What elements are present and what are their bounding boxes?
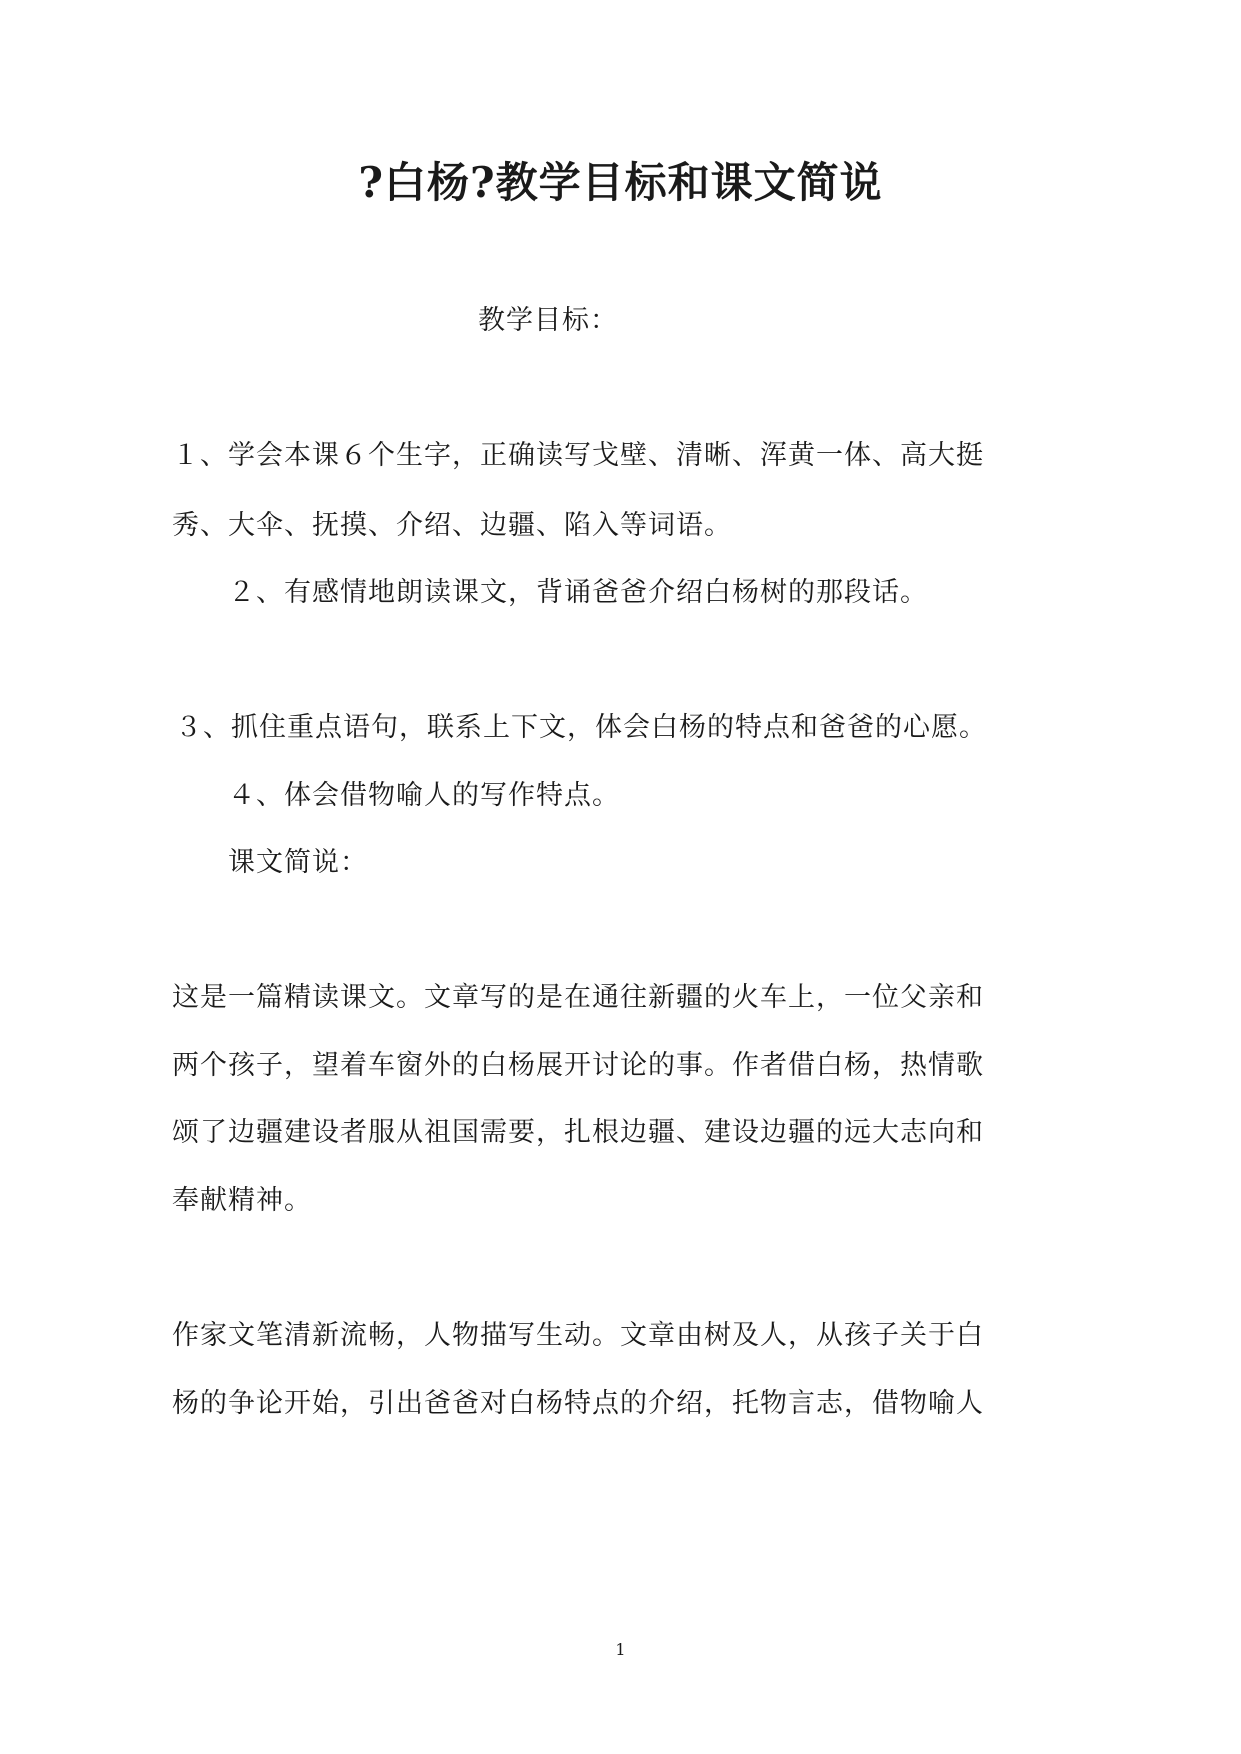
- paragraph-2-line-2: 杨的争论开始，引出爸爸对白杨特点的介绍，托物言志，借物喻人: [172, 1388, 984, 1419]
- paragraph-1-line-2: 两个孩子，望着车窗外的白杨展开讨论的事。作者借白杨，热情歌: [172, 1050, 984, 1081]
- goal-1-line-1: １、学会本课６个生字，正确读写戈壁、清晰、浑黄一体、高大挺: [172, 440, 984, 471]
- paragraph-2-line-1: 作家文笔清新流畅，人物描写生动。文章由树及人，从孩子关于白: [172, 1320, 984, 1351]
- goal-1-line-2: 秀、大伞、抚摸、介绍、边疆、陷入等词语。: [172, 510, 732, 541]
- paragraph-1-line-3: 颂了边疆建设者服从祖国需要，扎根边疆、建设边疆的远大志向和: [172, 1117, 984, 1148]
- paragraph-1-line-1: 这是一篇精读课文。文章写的是在通往新疆的火车上，一位父亲和: [172, 982, 984, 1013]
- goals-heading: 教学目标：: [478, 305, 618, 336]
- goal-2: ２、有感情地朗读课文，背诵爸爸介绍白杨树的那段话。: [228, 577, 928, 608]
- document-title: ?白杨?教学目标和课文简说: [358, 158, 883, 207]
- summary-heading: 课文简说：: [228, 847, 368, 878]
- paragraph-1-line-4: 奉献精神。: [172, 1185, 312, 1216]
- goal-3: ３、抓住重点语句，联系上下文，体会白杨的特点和爸爸的心愿。: [175, 712, 987, 743]
- page-number: 1: [615, 1640, 626, 1659]
- goal-4: ４、体会借物喻人的写作特点。: [228, 780, 620, 811]
